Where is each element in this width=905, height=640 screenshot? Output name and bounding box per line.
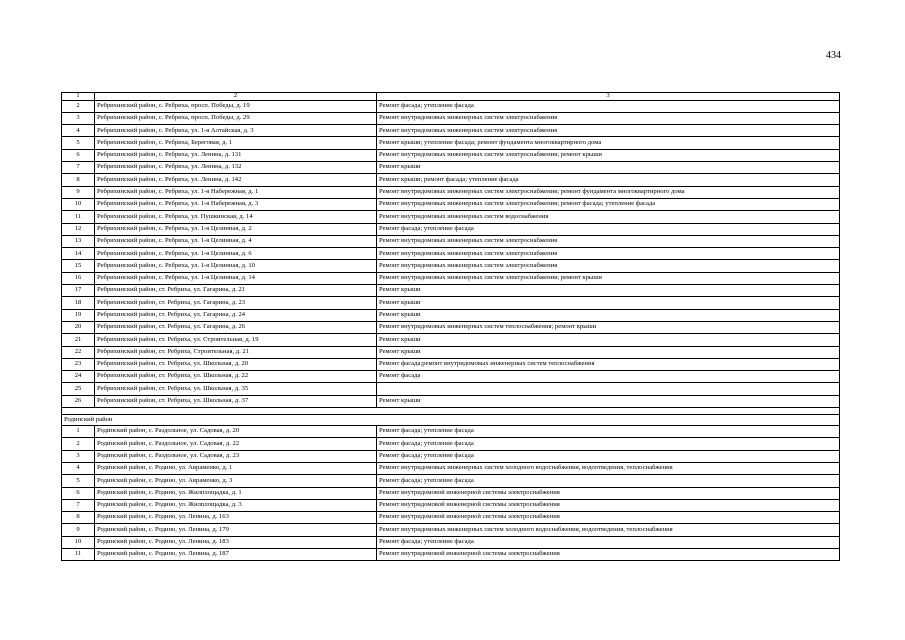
works-cell: Ремонт внутридомовых инженерных систем электроснабжения — [377, 125, 840, 137]
address-cell: Ребрихинский район, ст. Ребриха, ул. Гагарина, д. 26 — [95, 321, 377, 333]
address-cell: Ребрихинский район, ст. Ребриха, ул. Школьная, д. 35 — [95, 383, 377, 395]
address-cell: Ребрихинский район, с. Ребриха, ул. 1-я Целинная, д. 4 — [95, 235, 377, 247]
row-number: 2 — [62, 438, 95, 450]
address-cell: Ребрихинский район, с. Ребриха, Береговая, д. 1 — [95, 137, 377, 149]
row-number: 25 — [62, 383, 95, 395]
address-cell: Родинский район, с. Родино, ул. Ленина, д. 163 — [95, 512, 377, 524]
table-row — [62, 248, 840, 260]
page-number: 434 — [826, 50, 841, 61]
address-cell: Ребрихинский район, с. Ребриха, ул. 1-я Целинная, д. 6 — [95, 248, 377, 260]
row-number: 1 — [62, 426, 95, 438]
works-cell: Ремонт крыши — [377, 395, 840, 407]
works-cell: Ремонт фасада; утепление фасада — [377, 536, 840, 548]
row-number: 7 — [62, 162, 95, 174]
table-row — [62, 112, 840, 124]
works-cell: Ремонт внутридомовых инженерных систем электроснабжения; ремонт фасада; утепление фасада — [377, 198, 840, 210]
row-number: 3 — [62, 450, 95, 462]
works-cell: Ремонт крыши — [377, 309, 840, 321]
row-number: 19 — [62, 309, 95, 321]
row-number: 5 — [62, 137, 95, 149]
spacer-cell — [62, 408, 840, 415]
table-row — [62, 174, 840, 186]
works-cell: Ремонт крыши — [377, 346, 840, 358]
row-number: 17 — [62, 285, 95, 297]
address-cell: Ребрихинский район, с. Ребриха, ул. 1-я Целинная, д. 10 — [95, 260, 377, 272]
header-col-1: 1 — [62, 93, 95, 101]
address-cell: Ребрихинский район, ст. Ребриха, ул. Гагарина, д. 24 — [95, 309, 377, 321]
works-cell: Ремонт крыши — [377, 162, 840, 174]
table-row — [62, 383, 840, 395]
address-cell: Родинский район, с. Раздольное, ул. Садовая, д. 20 — [95, 426, 377, 438]
works-cell: Ремонт фасада; утепление фасада — [377, 100, 840, 112]
table-row — [62, 125, 840, 137]
works-cell: Ремонт фасада; утепление фасада — [377, 475, 840, 487]
row-number: 10 — [62, 198, 95, 210]
row-number: 14 — [62, 248, 95, 260]
address-cell: Ребрихинский район, ст. Ребриха, ул. Гагарина, д. 21 — [95, 285, 377, 297]
spacer-row — [62, 408, 840, 415]
works-cell: Ремонт внутридомовых инженерных систем электроснабжения — [377, 260, 840, 272]
works-cell — [377, 383, 840, 395]
address-cell: Родинский район, с. Родино, ул. Ленина, д. 187 — [95, 548, 377, 560]
address-cell: Родинский район, с. Родино, ул. Авраменко, д. 1 — [95, 462, 377, 474]
row-number: 10 — [62, 536, 95, 548]
row-number: 5 — [62, 475, 95, 487]
table-row — [62, 149, 840, 161]
row-number: 21 — [62, 334, 95, 346]
address-cell: Ребрихинский район, с. Ребриха, ул. 1-я Целинная, д. 14 — [95, 272, 377, 284]
header-col-2: 2 — [95, 93, 377, 101]
works-cell: Ремонт внутридомовых инженерных систем холодного водоснабжения, водоотведения, теплоснабжения — [377, 524, 840, 536]
table-row — [62, 499, 840, 511]
capital-repair-table — [61, 92, 840, 561]
table-row — [62, 162, 840, 174]
address-cell: Ребрихинский район, с. Ребриха, просп. Победы, д. 29 — [95, 112, 377, 124]
row-number: 26 — [62, 395, 95, 407]
address-cell: Ребрихинский район, с. Ребриха, ул. 1-я Набережная, д. 1 — [95, 186, 377, 198]
row-number: 9 — [62, 524, 95, 536]
address-cell: Ребрихинский район, ст. Ребриха, ул. Школьная, д. 37 — [95, 395, 377, 407]
table-row — [62, 346, 840, 358]
row-number: 15 — [62, 260, 95, 272]
table-row — [62, 297, 840, 309]
row-number: 8 — [62, 174, 95, 186]
address-cell: Родинский район, с. Родино, ул. Ленина, д. 183 — [95, 536, 377, 548]
works-cell: Ремонт внутридомовой инженерной системы электроснабжения — [377, 512, 840, 524]
works-cell: Ремонт внутридомовой инженерной системы электроснабжения — [377, 548, 840, 560]
table-row — [62, 137, 840, 149]
address-cell: Ребрихинский район, ст. Ребриха, Строительная, д. 21 — [95, 346, 377, 358]
table-row — [62, 100, 840, 112]
works-cell: Ремонт фасада;ремонт внутридомовых инженерных систем теплоснабжения — [377, 358, 840, 370]
works-cell: Ремонт внутридомовых инженерных систем электроснабжения — [377, 112, 840, 124]
works-cell: Ремонт внутридомовых инженерных систем водоснабжения — [377, 211, 840, 223]
works-cell: Ремонт внутридомовой инженерной системы электроснабжения — [377, 499, 840, 511]
table-row — [62, 426, 840, 438]
row-number: 2 — [62, 100, 95, 112]
row-number: 6 — [62, 487, 95, 499]
address-cell: Ребрихинский район, с. Ребриха, просп. Победы, д. 19 — [95, 100, 377, 112]
table-row — [62, 186, 840, 198]
works-cell: Ремонт крыши — [377, 334, 840, 346]
table-row — [62, 475, 840, 487]
table-row — [62, 321, 840, 333]
row-number: 24 — [62, 371, 95, 383]
table-row — [62, 235, 840, 247]
row-number: 11 — [62, 548, 95, 560]
row-number: 22 — [62, 346, 95, 358]
row-number: 4 — [62, 462, 95, 474]
row-number: 8 — [62, 512, 95, 524]
address-cell: Родинский район, с. Родино, ул. Жилплощадка, д. 1 — [95, 487, 377, 499]
table-row — [62, 395, 840, 407]
works-cell: Ремонт фасада; утепление фасада — [377, 450, 840, 462]
works-cell: Ремонт крыши — [377, 285, 840, 297]
row-number: 9 — [62, 186, 95, 198]
works-cell: Ремонт крыши — [377, 297, 840, 309]
address-cell: Ребрихинский район, с. Ребриха, ул. 1-я Набережная, д. 3 — [95, 198, 377, 210]
works-cell: Ремонт внутридомовых инженерных систем холодного водоснабжения, водоотведения, теплоснабжения — [377, 462, 840, 474]
address-cell: Ребрихинский район, с. Ребриха, ул. Ленина, д. 132 — [95, 162, 377, 174]
section-title: Родинский район — [62, 415, 840, 426]
address-cell: Ребрихинский район, ст. Ребриха, ул. Гагарина, д. 23 — [95, 297, 377, 309]
row-number: 20 — [62, 321, 95, 333]
address-cell: Ребрихинский район, с. Ребриха, ул. Ленина, д. 142 — [95, 174, 377, 186]
works-cell: Ремонт внутридомовых инженерных систем электроснабжения; ремонт крыши — [377, 149, 840, 161]
table-row — [62, 198, 840, 210]
table-row — [62, 536, 840, 548]
row-number: 7 — [62, 499, 95, 511]
table-row — [62, 462, 840, 474]
table-row — [62, 309, 840, 321]
table-row — [62, 285, 840, 297]
table-row — [62, 211, 840, 223]
table-row — [62, 548, 840, 560]
works-cell: Ремонт крыши; ремонт фасада; утепление фасада — [377, 174, 840, 186]
table-row — [62, 512, 840, 524]
address-cell: Ребрихинский район, ст. Ребриха, ул. Строительная, д. 19 — [95, 334, 377, 346]
table-row — [62, 358, 840, 370]
address-cell: Ребрихинский район, с. Ребриха, ул. Ленина, д. 131 — [95, 149, 377, 161]
address-cell: Родинский район, с. Раздольное, ул. Садовая, д. 23 — [95, 450, 377, 462]
address-cell: Родинский район, с. Родино, ул. Ленина, д. 179 — [95, 524, 377, 536]
address-cell: Ребрихинский район, с. Ребриха, ул. 1-я Целинная, д. 2 — [95, 223, 377, 235]
row-number: 12 — [62, 223, 95, 235]
address-cell: Ребрихинский район, ст. Ребриха, ул. Школьная, д. 20 — [95, 358, 377, 370]
address-cell: Родинский район, с. Родино, ул. Жилплощадка, д. 3 — [95, 499, 377, 511]
table-row — [62, 272, 840, 284]
table-row — [62, 450, 840, 462]
address-cell: Ребрихинский район, ст. Ребриха, ул. Школьная, д. 22 — [95, 371, 377, 383]
table-row — [62, 438, 840, 450]
works-cell: Ремонт внутридомовых инженерных систем электроснабжения — [377, 248, 840, 260]
works-cell: Ремонт внутридомовых инженерных систем теплоснабжения; ремонт крыши — [377, 321, 840, 333]
header-col-3: 3 — [377, 93, 840, 101]
row-number: 16 — [62, 272, 95, 284]
works-cell: Ремонт фасада; утепление фасада — [377, 438, 840, 450]
row-number: 4 — [62, 125, 95, 137]
table-row — [62, 260, 840, 272]
works-cell: Ремонт фасада — [377, 371, 840, 383]
address-cell: Ребрихинский район, с. Ребриха, ул. 1-я Алтайская, д. 3 — [95, 125, 377, 137]
row-number: 18 — [62, 297, 95, 309]
row-number: 13 — [62, 235, 95, 247]
address-cell: Ребрихинский район, с. Ребриха, ул. Пушкинская, д. 14 — [95, 211, 377, 223]
table-row — [62, 223, 840, 235]
address-cell: Родинский район, с. Родино, ул. Авраменко, д. 3 — [95, 475, 377, 487]
table-row — [62, 487, 840, 499]
address-cell: Родинский район, с. Раздольное, ул. Садовая, д. 22 — [95, 438, 377, 450]
works-cell: Ремонт внутридомовых инженерных систем электроснабжения; ремонт крыши — [377, 272, 840, 284]
works-cell: Ремонт внутридомовой инженерной системы электроснабжения — [377, 487, 840, 499]
row-number: 6 — [62, 149, 95, 161]
works-cell: Ремонт фасада; утепление фасада — [377, 223, 840, 235]
section-title-row — [62, 415, 840, 426]
works-cell: Ремонт внутридомовых инженерных систем электроснабжения; ремонт фундамента многоквартирного дома — [377, 186, 840, 198]
table-header-row — [62, 93, 840, 101]
row-number: 3 — [62, 112, 95, 124]
table-row — [62, 334, 840, 346]
row-number: 11 — [62, 211, 95, 223]
row-number: 23 — [62, 358, 95, 370]
works-cell: Ремонт фасада; утепление фасада — [377, 426, 840, 438]
table-row — [62, 524, 840, 536]
table-row — [62, 371, 840, 383]
works-cell: Ремонт внутридомовых инженерных систем электроснабжения — [377, 235, 840, 247]
works-cell: Ремонт крыши; утепление фасада; ремонт фундамента многоквартирного дома — [377, 137, 840, 149]
